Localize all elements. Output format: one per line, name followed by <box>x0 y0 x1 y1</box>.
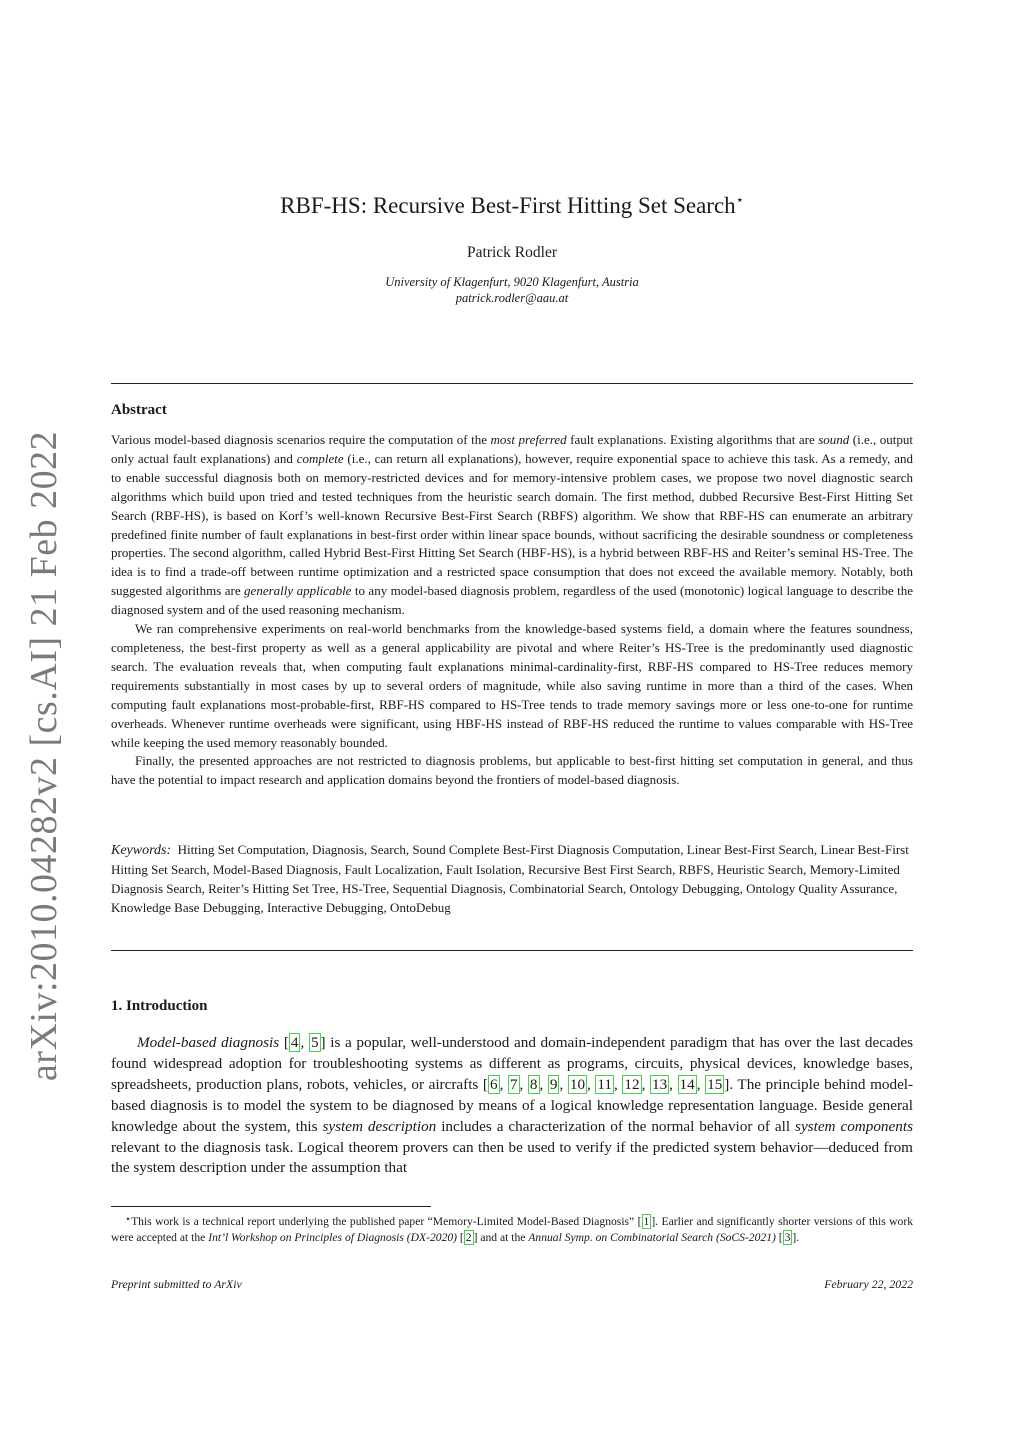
intro-text: relevant to the diagnosis task. Logical theorem provers can then be used to verify if the predicted system behavior—deduced from the system description under the assumption that <box>111 1138 913 1177</box>
footnote-text: [ <box>457 1231 464 1244</box>
footnote-text: ]. <box>792 1231 800 1244</box>
author-email: patrick.rodler@aau.at <box>455 291 569 305</box>
footnote-emphasis: Annual Symp. on Combinatorial Search (SoCS-2021) <box>528 1231 776 1244</box>
intro-text: , <box>300 1034 309 1051</box>
citation-link[interactable]: 14 <box>679 1075 695 1093</box>
title-footnote-mark: ⋆ <box>735 192 744 207</box>
abstract-paragraph-2: We ran comprehensive experiments on real-world benchmarks from the knowledge-based systems field, a domain where the features soundness, completeness, the best-first property as well as a general applicability are pivotal and where Reiter’s HS-Tree is the predominantly used diagnostic search. The evaluation reveals that, when computing fault explanations minimal-cardinality-first, RBF-HS compared to HS-Tree reduces memory requirements substantially in most cases by up to several orders of magnitude, while also saving runtime in more than a third of the cases. When computing fault explanations most-probable-first, RBF-HS compared to HS-Tree tends to trade memory savings more or less one-to-one for runtime overheads. Whenever runtime overheads were significant, using HBF-HS instead of RBF-HS reduced the runtime to values comparable with HS-Tree while keeping the used memory reasonably bounded. <box>111 621 913 750</box>
citation-link[interactable]: 15 <box>707 1075 723 1093</box>
abstract-heading: Abstract <box>111 402 167 418</box>
citation-link[interactable]: 10 <box>569 1075 586 1093</box>
citation-link[interactable]: 4 <box>290 1034 299 1051</box>
preprint-date: February 22, 2022 <box>824 1277 913 1291</box>
keywords-bottom-rule <box>111 950 913 951</box>
footnote-text: This work is a technical report underlying the published paper “Memory-Limited Model-Based Diagnosis” [ <box>131 1215 642 1228</box>
section-heading-introduction: 1. Introduction <box>111 998 208 1014</box>
intro-text: ] is a popular, well-understood and domain-independent paradigm that has over the last decades found widespread adoption for troubleshooting systems as different as programs, circuits, physical devices, knowledge bases, spreadsheets, production plans, robots, vehicles, or aircrafts [ <box>111 1034 913 1093</box>
keywords-block <box>111 841 913 918</box>
abstract-text: (i.e., can return all explanations), however, require exponential space to achieve this task. As a remedy, and to enable successful diagnosis both on memory-restricted devices and for memory-intensive problem cases, we propose two novel diagnostic search algorithms which build upon tried and tested techniques from the heuristic search domain. The first method, dubbed Recursive Best-First Hitting Set Search (RBF-HS), is based on Korf’s well-known Recursive Best-First Search (RBFS) algorithm. We show that RBF-HS can enumerate an arbitrary predefined finite number of fault explanations in best-first order within linear space bounds, without sacrificing the desirable soundness or completeness properties. The second algorithm, called Hybrid Best-First Hitting Set Search (HBF-HS), is a hybrid between RBF-HS and Reiter’s seminal HS-Tree. The idea is to find a trade-off between runtime optimization and a restricted space consumption that does not exceed the available memory. Notably, both suggested algorithms are <box>111 450 913 599</box>
abstract-emphasis: complete <box>296 450 344 466</box>
abstract-text: Various model-based diagnosis scenarios require the computation of the <box>111 432 491 447</box>
abstract-paragraph-3: Finally, the presented approaches are not restricted to diagnosis problems, but applicable to best-first hitting set computation in general, and thus have the potential to impact research and application domains beyond the frontiers of model-based diagnosis. <box>111 753 913 788</box>
intro-emphasis: system components <box>795 1117 913 1135</box>
abstract-text: fault explanations. Existing algorithms that are <box>566 432 819 447</box>
paper-title <box>112 186 912 220</box>
abstract-emphasis: most preferred <box>490 432 567 447</box>
footnote-mark: ⋆ <box>124 1214 132 1225</box>
preprint-note: Preprint submitted to ArXiv <box>111 1277 242 1291</box>
footnote-emphasis: Int’l Workshop on Principles of Diagnosis (DX-2020) <box>208 1231 458 1244</box>
keywords-label: Keywords: <box>111 843 172 858</box>
footnote-text: ] and at the <box>473 1231 529 1244</box>
footnote <box>111 1212 913 1246</box>
abstract-emphasis: sound <box>818 432 850 447</box>
citation-link[interactable]: 1 <box>643 1215 650 1228</box>
abstract-emphasis: generally applicable <box>244 583 352 599</box>
intro-emphasis: system description <box>322 1117 437 1135</box>
affiliation: University of Klagenfurt, 9020 Klagenfurt, Austria <box>385 275 639 289</box>
citation-link[interactable]: 6 <box>489 1075 498 1093</box>
footnote-text: ]. Earlier and significantly shorter versions of this work were accepted at the <box>111 1215 913 1244</box>
intro-emphasis: Model-based diagnosis <box>137 1034 280 1051</box>
keywords-text: Hitting Set Computation, Diagnosis, Search, Sound Complete Best-First Diagnosis Computation, Linear Best-First Search, Linear Best-First Hitting Set Search, Model-Based Diagnosis, Fault Localization, Fault Isolation, Recursive Best First Search, RBFS, Heuristic Search, Memory-Limited Diagnosis Search, Reiter’s Hitting Set Tree, HS-Tree, Sequential Diagnosis, Combinatorial Search, Ontology Debugging, Ontology Quality Assurance, Knowledge Base Debugging, Interactive Debugging, OntoDebug <box>111 842 909 915</box>
abstract-text: (i.e., output only actual fault explanations) and <box>111 432 913 466</box>
citation-link[interactable]: 8 <box>529 1075 538 1093</box>
citation-link[interactable]: 5 <box>310 1034 319 1051</box>
citation-link[interactable]: 3 <box>784 1231 791 1244</box>
footnote-rule <box>111 1206 431 1207</box>
abstract-text: to any model-based diagnosis problem, regardless of the used (monotonic) logical language to describe the diagnosed system and of the used reasoning mechanism. <box>111 583 914 618</box>
intro-text: [ <box>279 1034 289 1051</box>
citation-link[interactable]: 7 <box>509 1075 518 1093</box>
citation-link[interactable]: 13 <box>651 1075 668 1093</box>
footnote-text: [ <box>775 1231 783 1244</box>
abstract-body <box>111 431 913 790</box>
intro-text: includes a characterization of the normal behavior of all <box>436 1117 796 1135</box>
author-name: Patrick Rodler <box>467 244 557 261</box>
citation-link[interactable]: 2 <box>465 1231 472 1244</box>
paper-title-text: RBF-HS: Recursive Best-First Hitting Set Search <box>280 193 736 218</box>
abstract-paragraph-1 <box>111 431 913 620</box>
arxiv-sidebar-stamp <box>0 0 78 1448</box>
arxiv-identifier: arXiv:2010.04282v2 [cs.AI] 21 Feb 2022 <box>23 430 65 1082</box>
author-affiliation-block <box>112 274 912 306</box>
intro-text: ]. The principle behind model-based diagnosis is to model the system to be diagnosed by means of a logical knowledge representation language. Beside general knowledge about the system, this <box>111 1075 914 1135</box>
citation-link[interactable]: 11 <box>597 1075 613 1093</box>
introduction-paragraph: Model-based diagnosis [ 4 , 5 ] is a popular, well-understood and domain-independent paradigm that has over the last decades found widespread adoption for troubleshooting systems as different as programs, circuits, physical devices, knowledge bases, spreadsheets, production plans, robots, vehicles, or aircrafts [ 6 , 7 , 8 , 9 , 10 , 11 , 12 , 13 , 14 , 15 ]. The principle behind model-based diagnosis is to model the system to be diagnosed by means of a logical knowledge representation language. Beside general knowledge about the system, this system description includes a characterization of the normal behavior of all system components relevant to the diagnosis task. Logical theorem provers can then be used to verify if the predicted system behavior—deduced from the system description under the assumption that <box>111 1034 914 1177</box>
citation-link[interactable]: 12 <box>624 1075 640 1093</box>
abstract-top-rule <box>111 383 913 384</box>
citation-link[interactable]: 9 <box>549 1075 558 1093</box>
